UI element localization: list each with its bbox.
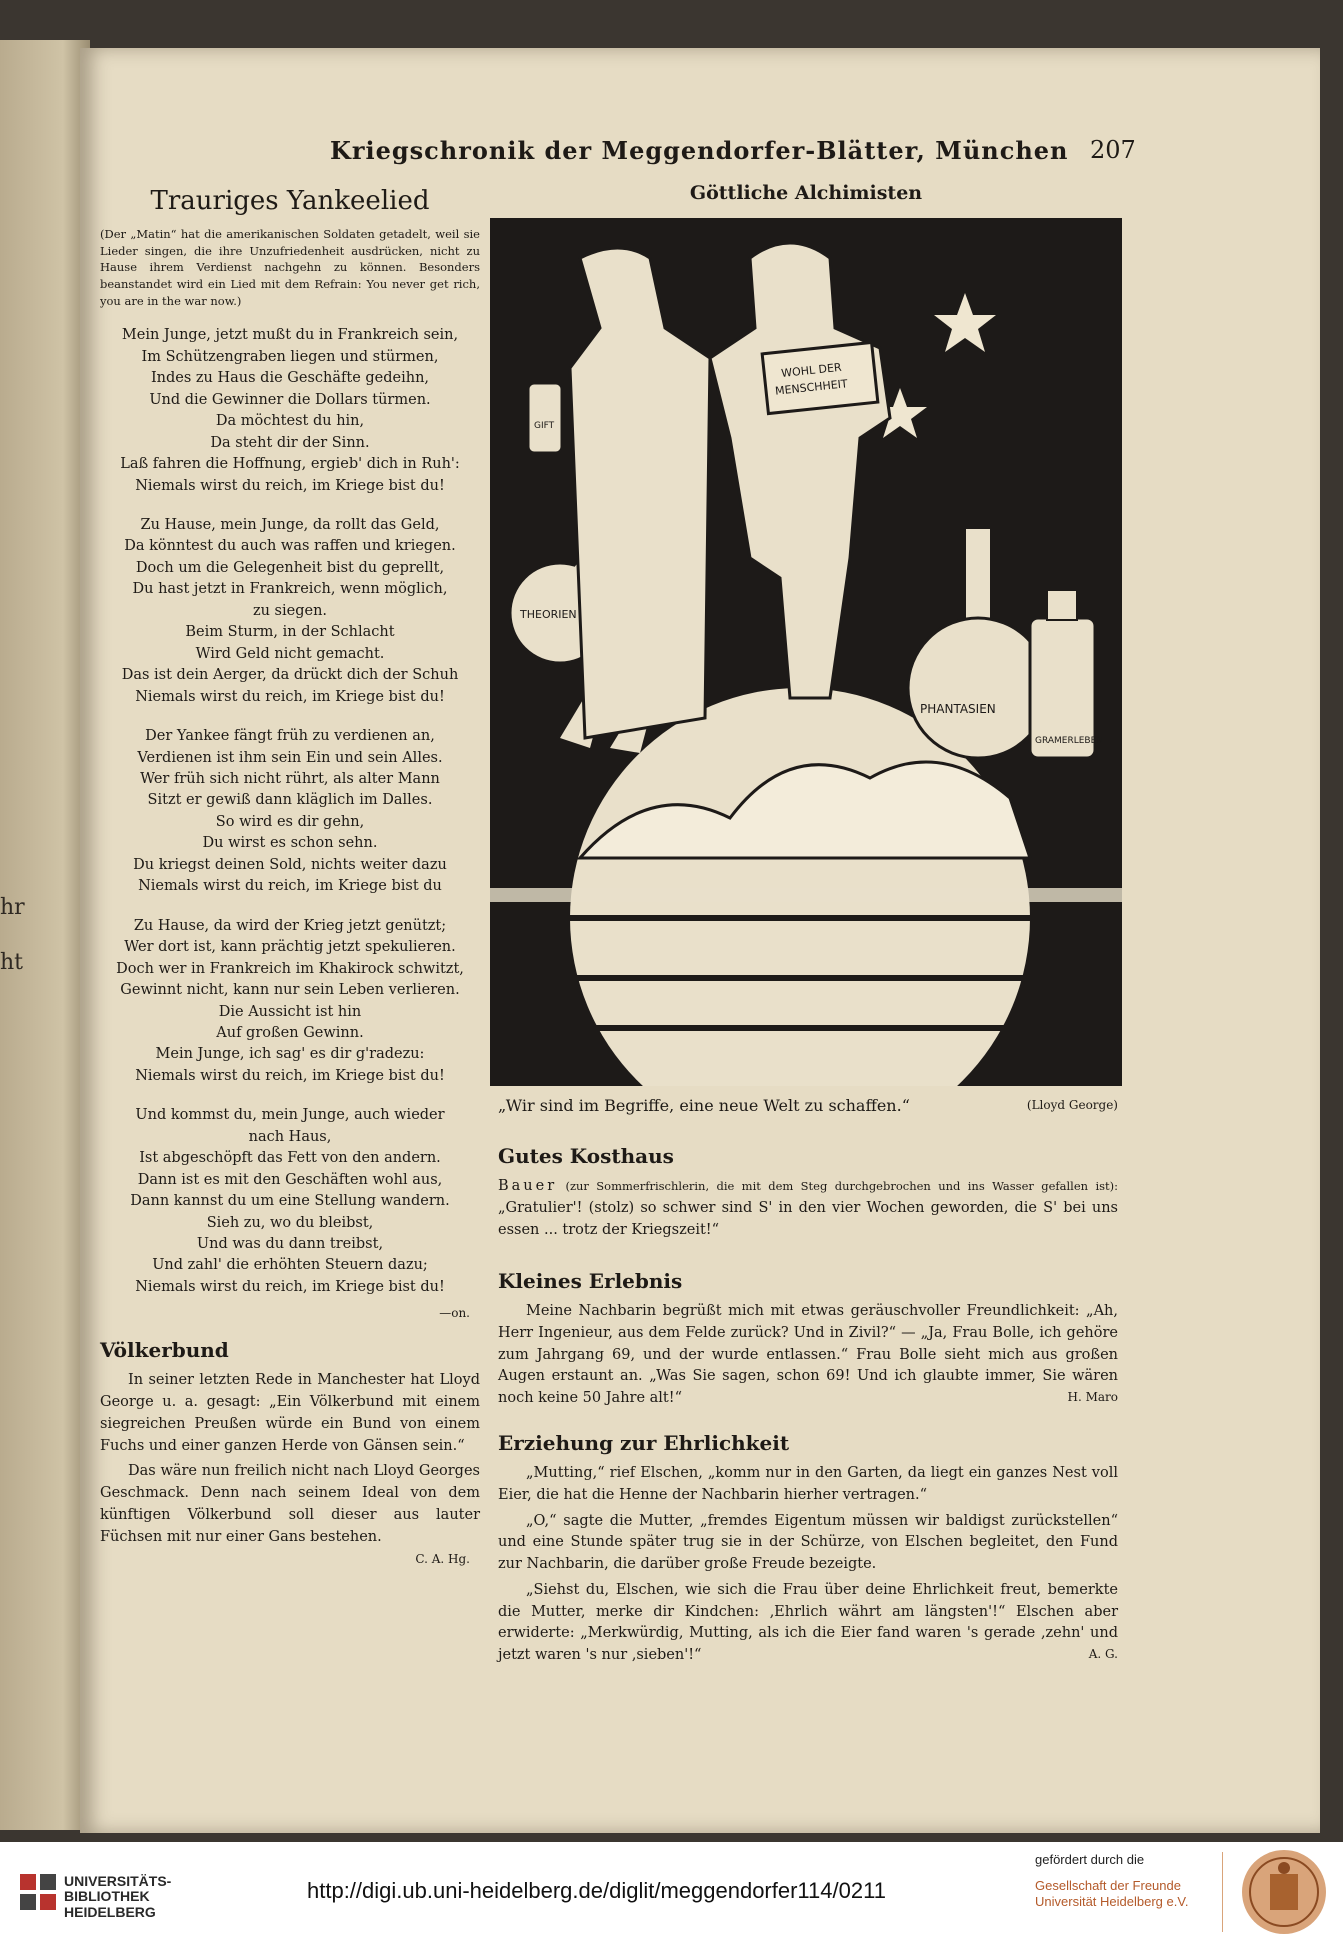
tablet-label: WOHL DER (780, 360, 843, 380)
erlebnis-title: Kleines Erlebnis (498, 1269, 683, 1293)
poem-stanza: Und kommst du, mein Junge, auch wieder nach Haus, Ist abgeschöpft das Fett von den andern. Dann ist es mit den Geschäften wohl aus, Dann kannst du um eine Stellung wandern. Sieh zu, wo du bleibst, Und was du dann treibst, Und zahl' die erhöhten Steuern dazu; Niemals wirst du reich, im Kriege bist du! (130, 1107, 450, 1295)
poem-stanza: Zu Hause, mein Junge, da rollt das Geld, Da könntest du auch was raffen und kriegen. Doch um die Gelegenheit bist du geprellt, Du hast jetzt in Frankreich, wenn möglich, zu siegen. Beim Sturm, in der Schlacht Wird Geld nicht gemacht. Das ist dein Aerger, da drückt dich der Schuh Niemals wirst du reich, im Kriege bist du! (121, 516, 459, 705)
voelkerbund-paragraph: Das wäre nun freilich nicht nach Lloyd Georges Geschmack. Denn nach seinem Ideal von dem künftigen Völkerbund soll dieser aus lauter Füchsen mit nur einer Gans bestehen. (100, 1463, 480, 1545)
library-name (64, 1874, 171, 1920)
section-ehrlichkeit (498, 1425, 1118, 1671)
cartoon-drawing (490, 218, 1122, 1086)
previous-page-fragment: hr (0, 895, 25, 920)
previous-page-edge (0, 40, 90, 1830)
poem-stanza: Der Yankee fängt früh zu verdienen an, Verdienen ist ihm sein Ein und sein Alles. Wer früh sich nicht rührt, als alter Mann Sitzt er gewiß dann kläglich im Dalles. So wird es dir gehn, Du wirst es schon sehn. Du kriegst deinen Sold, nichts weiter dazu Niemals wirst du reich, im Kriege bist du (133, 728, 447, 895)
poison-bottle (528, 383, 562, 453)
voelkerbund-title: Völkerbund (100, 1338, 229, 1363)
cartoon-illustration (490, 218, 1122, 1086)
section-erlebnis (498, 1263, 1118, 1414)
cartoon-caption: „Wir sind im Begriffe, eine neue Welt zu schaffen.“ (498, 1096, 910, 1115)
previous-page-fragment: ht (0, 950, 24, 975)
poem-title: Trauriges Yankeelied (150, 186, 430, 216)
university-seal-icon (1240, 1848, 1328, 1936)
cartoon-title: Göttliche Alchimisten (689, 182, 923, 204)
footer-bar (0, 1842, 1343, 1941)
cartoon-credit: (Lloyd George) (1026, 1098, 1118, 1112)
poem-intro: (Der „Matin“ hat die amerikanischen Soldaten getadelt, weil sie Lieder singen, die ihre Unzufriedenheit ausdrücken, nicht zu Hause ihrem Verdienst nachgehn zu können. Besonders beanstandet wird ein Lied mit dem Refrain: You never get rich, you are in the war now.) (100, 227, 480, 308)
ehrlichkeit-paragraph: „Mutting,“ rief Elschen, „komm nur in den Garten, da liegt ein ganzes Nest voll Eier, die hat die Henne der Nachbarin hierher vertragen.“ (498, 1465, 1118, 1503)
poem-stanza: Mein Junge, jetzt mußt du in Frankreich sein, Im Schützengraben liegen und stürmen, Indes zu Haus die Geschäfte gedeihn, Und die Gewinner die Dollars türmen. Da möchtest du hin, Da steht dir der Sinn. Laß fahren die Hoffnung, ergieb' dich in Ruh': Niemals wirst du reich, im Kriege bist du! (120, 327, 460, 494)
tablet (762, 342, 878, 413)
permalink-url[interactable]: http://digi.ub.uni-heidelberg.de/diglit/meggendorfer114/0211 (307, 1878, 886, 1903)
society-name (1035, 1878, 1188, 1911)
flask-phantasien (908, 618, 1048, 758)
library-name-line: HEIDELBERG (64, 1903, 156, 1920)
kosthaus-text: „Gratulier'! (stolz) so schwer sind S' in den vier Wochen geworden, die S' bei uns essen ... trotz der Kriegszeit!“ (498, 1199, 1118, 1238)
voelkerbund-paragraph: In seiner letzten Rede in Manchester hat Lloyd George u. a. gesagt: „Ein Völkerbund mit einem siegreichen Preußen würde ein Bund von einem Fuchs und einer ganzen Herde von Gänsen sein.“ (100, 1372, 480, 1454)
ehrlichkeit-paragraph: „O,“ sagte die Mutter, „fremdes Eigentum müssen wir baldigst zurückstellen“ und eine Stunde später trug sie in der Schürze, von Elschen begleitet, den Fund zur Nachbarin, die darüber große Freude bezeigte. (498, 1512, 1118, 1572)
flask-label-theorien: THEORIEN (520, 608, 577, 621)
running-header-title: Kriegschronik der Meggendorfer-Blätter, München (330, 136, 1069, 165)
library-logo-icon (18, 1872, 58, 1912)
section-kosthaus (498, 1138, 1118, 1245)
society-name-line: Universität Heidelberg e.V. (1035, 1894, 1189, 1910)
ehrlichkeit-title: Erziehung zur Ehrlichkeit (498, 1431, 790, 1455)
sponsor-text: gefördert durch die (1035, 1852, 1145, 1867)
poem-signature: —on. (439, 1306, 470, 1321)
library-name-line: UNIVERSITÄTS- (64, 1873, 172, 1889)
kosthaus-title: Gutes Kosthaus (498, 1144, 674, 1168)
tablet-label: MENSCHHEIT (774, 377, 849, 398)
kosthaus-speaker: Bauer (498, 1178, 558, 1194)
page-number: 207 (1090, 136, 1136, 164)
bottle-label-right: GRAMERLEBEN (1035, 736, 1104, 746)
voelkerbund-signature: C. A. Hg. (415, 1552, 470, 1567)
library-name-line: BIBLIOTHEK (64, 1888, 150, 1905)
erlebnis-text: Meine Nachbarin begrüßt mich mit etwas geräuschvoller Freundlichkeit: „Ah, Herr Ingenieur, aus dem Felde zurück? Und in Zivil?“ — „Ja, Frau Bolle, ich gehöre zum Jahrgang 69, und der wurde entlassen.“ Frau Bolle sieht mich aus großen Augen erstaunt an. „Was Sie sagen, schon 69! Und ich glaubte immer, Sie wären noch keine 50 Jahre alt!“ (498, 1303, 1118, 1406)
erlebnis-signature: H. Maro (1067, 1390, 1118, 1404)
flask-label-phantasien: PHANTASIEN (920, 702, 996, 716)
footer-divider (1222, 1852, 1223, 1932)
bottle-label-gift: GIFT (534, 421, 555, 431)
kosthaus-stage-note: (zur Sommerfrischlerin, die mit dem Steg durchgebrochen und ins Wasser gefallen ist): (565, 1179, 1119, 1193)
society-name-line: Gesellschaft der Freunde (1035, 1878, 1181, 1893)
right-column (490, 180, 1122, 1663)
left-column (100, 180, 480, 1584)
poem-stanza: Zu Hause, da wird der Krieg jetzt genützt; Wer dort ist, kann prächtig jetzt spekulieren. Doch wer in Frankreich im Khakirock schwitzt, Gewinnt nicht, kann nur sein Leben verlieren. Die Aussicht ist hin Auf großen Gewinn. Mein Junge, ich sag' es dir g'radezu: Niemals wirst du reich, im Kriege bist du! (116, 917, 464, 1084)
ehrlichkeit-paragraph: „Siehst du, Elschen, wie sich die Frau über deine Ehrlichkeit freut, bemerkte die Mutter, merke dir Kindchen: ‚Ehrlich währt am längsten'!“ Elschen aber erwiderte: „Merkwürdig, Mutting, als ich die Eier fand waren 's gerade ‚zehn' und jetzt waren 's nur ‚sieben'!“ (498, 1581, 1118, 1663)
ehrlichkeit-signature: A. G. (1088, 1647, 1118, 1661)
